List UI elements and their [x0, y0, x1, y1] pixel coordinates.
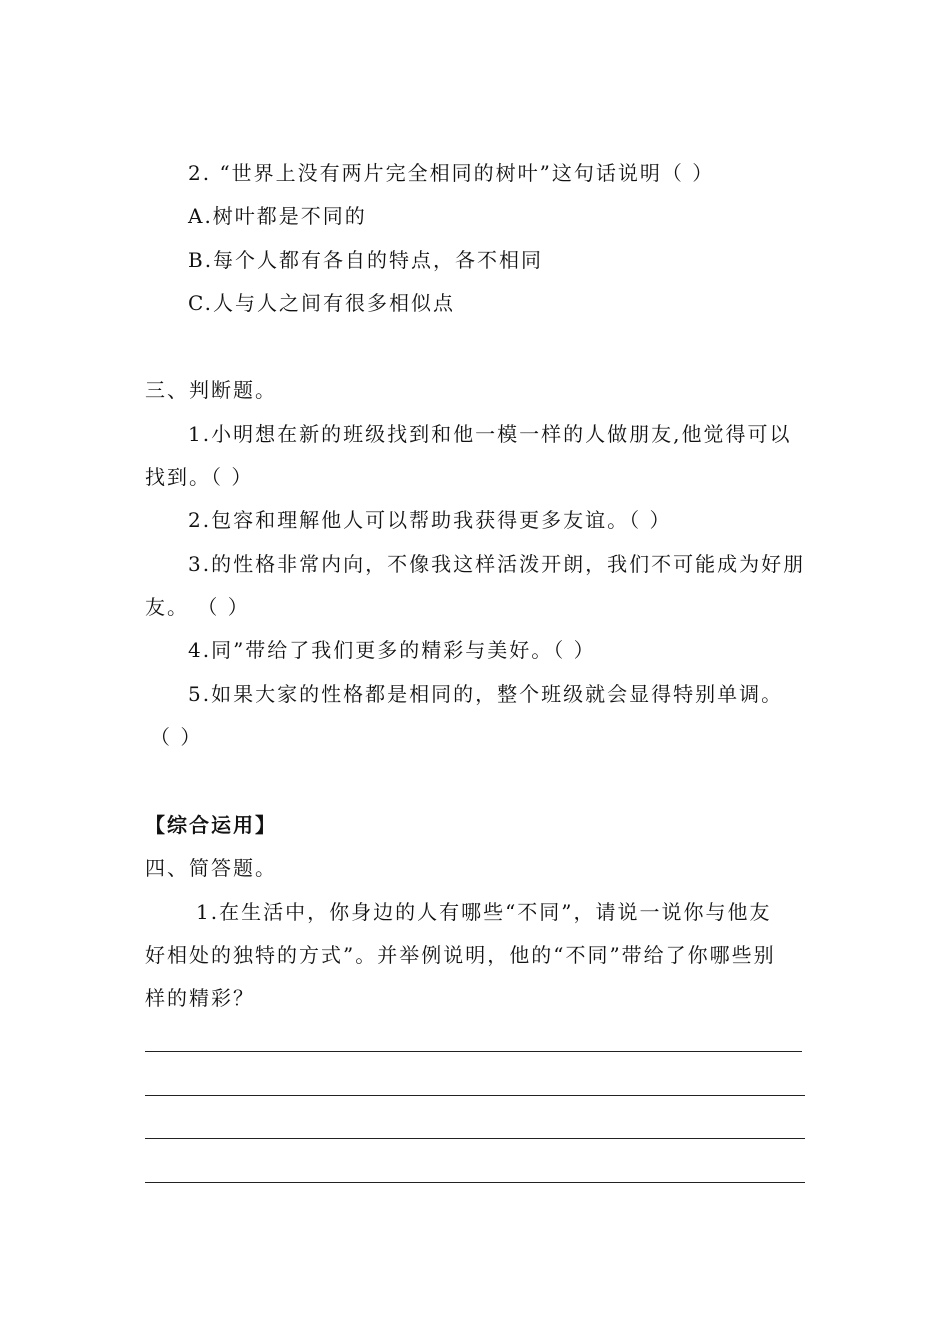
option-c: C.人与人之间有很多相似点: [188, 291, 455, 315]
question-2-stem: 2. “世界上没有两片完全相同的树叶”这句话说明（ ）: [188, 161, 715, 185]
judge-item-2: 2.包容和理解他人可以帮助我获得更多友谊。（ ）: [188, 508, 672, 532]
judge-item-4: 4.同”带给了我们更多的精彩与美好。（ ）: [188, 638, 596, 662]
option-a: A.树叶都是不同的: [188, 204, 367, 228]
answer-line-4[interactable]: [145, 1182, 805, 1183]
judge-item-3-line1: 3.的性格非常内向，不像我这样活泼开朗，我们不可能成为好朋: [188, 552, 806, 576]
short-answer-q1-line2: 好相处的独特的方式”。并举例说明，他的“不同”带给了你哪些别: [145, 943, 776, 967]
judge-item-3-line2: 友。 （ ）: [145, 595, 250, 619]
judge-item-1-line1: 1.小明想在新的班级找到和他一模一样的人做朋友,他觉得可以: [188, 422, 792, 446]
option-b: B.每个人都有各自的特点，各不相同: [188, 248, 544, 272]
comprehensive-label: 【综合运用】: [145, 813, 277, 837]
answer-line-2[interactable]: [145, 1095, 805, 1096]
judge-item-5-line2: （ ）: [150, 725, 203, 749]
judge-item-5-line1: 5.如果大家的性格都是相同的，整个班级就会显得特别单调。: [188, 682, 784, 706]
judge-item-1-line2: 找到。（ ）: [145, 465, 254, 489]
short-answer-q1-line3: 样的精彩？: [145, 986, 255, 1010]
section-4-heading: 四、简答题。: [145, 856, 277, 880]
answer-line-1[interactable]: [145, 1051, 802, 1052]
answer-line-3[interactable]: [145, 1138, 805, 1139]
section-3-heading: 三、判断题。: [145, 378, 277, 402]
short-answer-q1-line1: 1.在生活中，你身边的人有哪些“不同”，请说一说你与他友: [196, 900, 772, 924]
